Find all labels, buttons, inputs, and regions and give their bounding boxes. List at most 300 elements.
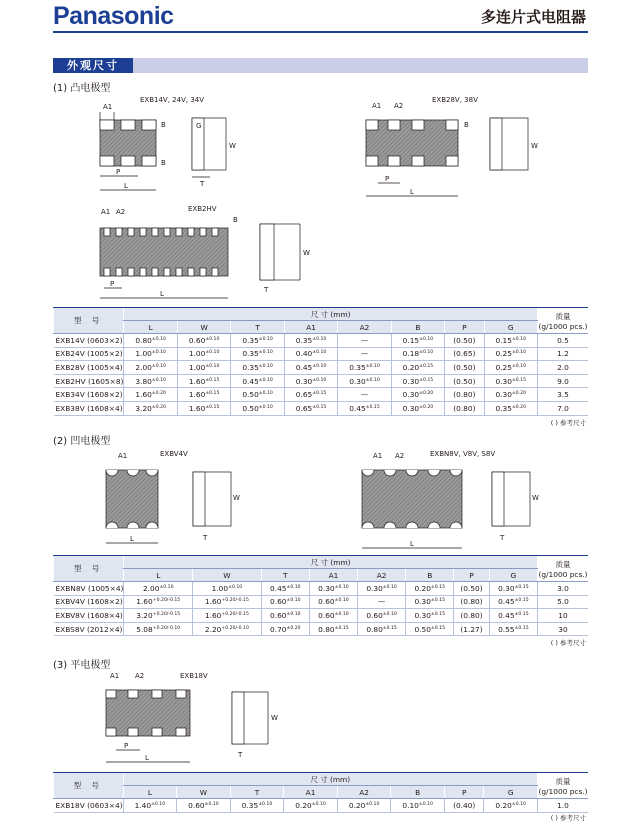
col-header: L <box>124 569 193 582</box>
dim-value: 1.60 <box>188 403 206 413</box>
dim-value: 0.65 <box>295 390 313 400</box>
col-header: W <box>193 569 262 582</box>
dim-cell <box>124 374 177 388</box>
dim-p: P <box>385 175 390 183</box>
dim-tolerance: ±0.10 <box>286 584 301 590</box>
dim-tolerance: ±0.15 <box>382 625 397 631</box>
dim-value: 0.40 <box>295 349 313 359</box>
col-header: L <box>123 786 177 799</box>
dim-a1: A1 <box>103 103 113 111</box>
dim-tolerance: ±0.15 <box>205 391 220 397</box>
col-header: G <box>484 786 538 799</box>
col-header: A1 <box>284 786 338 799</box>
dim-cell <box>391 361 444 375</box>
dimension-table-flat <box>53 772 588 813</box>
dim-tolerance: ±0.10 <box>228 584 243 590</box>
dim-tolerance: ±0.20 <box>151 404 166 410</box>
dim-b: B <box>161 159 166 167</box>
dim-tolerance: ±0.10 <box>204 801 219 807</box>
mass-cell: 0.5 <box>538 334 589 348</box>
dim-value: 0.20 <box>402 362 420 372</box>
model-cell: EXB38V (1608×4) <box>54 401 124 415</box>
dim-cell <box>124 582 193 596</box>
dim-cell <box>230 799 284 813</box>
dim-value: 0.30 <box>402 403 420 413</box>
dim-cell <box>261 595 309 609</box>
dim-tolerance: ±0.10 <box>205 363 220 369</box>
drawing-exbv4v <box>106 470 231 543</box>
dim-value: 0.60 <box>188 335 206 345</box>
dim-tolerance: ±0.10 <box>365 363 380 369</box>
dim-cell <box>284 334 337 348</box>
dim-value: 1.00 <box>211 583 229 593</box>
dim-value: 2.00 <box>135 362 152 372</box>
dim-tolerance: ±0.10 <box>205 350 220 356</box>
dim-g: G <box>196 122 202 130</box>
dim-value: 0.35 <box>495 403 512 413</box>
dim-value: 2.00 <box>142 583 160 593</box>
reference-note: ( ) 参考尺寸 <box>550 814 586 822</box>
dim-l: L <box>130 535 134 543</box>
dim-cell <box>338 388 391 402</box>
table-row <box>54 334 589 348</box>
dim-tolerance: ±0.10 <box>382 611 397 617</box>
dim-cell: (1.27) <box>454 622 489 636</box>
dim-cell: (0.65) <box>445 347 484 361</box>
dim-b: B <box>233 216 238 224</box>
table-row <box>54 595 589 609</box>
dim-tolerance: ±0.10 <box>258 363 273 369</box>
dim-tolerance: ±0.10 <box>365 377 380 383</box>
col-header: G <box>489 569 537 582</box>
dim-value: 1.60 <box>188 376 206 386</box>
model-cell: EXB14V (0603×2) <box>54 334 124 348</box>
dim-cell <box>391 347 444 361</box>
dim-a1: A1 <box>118 452 128 460</box>
drawing-exbn8v <box>362 470 530 548</box>
dim-tolerance: ±0.10 <box>151 801 166 807</box>
dim-tolerance: +0.20/-0.10 <box>221 625 249 631</box>
dim-tolerance: ±0.10 <box>311 801 326 807</box>
dim-b: B <box>464 121 469 129</box>
dim-cell <box>338 374 391 388</box>
col-model-header: 型 号 <box>54 773 124 799</box>
dim-cell <box>358 622 406 636</box>
dim-tolerance: ±0.10 <box>286 611 301 617</box>
dim-tolerance: ±0.10 <box>151 377 166 383</box>
dim-cell <box>406 582 454 596</box>
dim-cell: (0.80) <box>454 609 489 623</box>
drawing-exb28v <box>366 118 528 196</box>
dim-value: 0.35 <box>242 362 259 372</box>
mass-cell: 7.0 <box>538 401 589 415</box>
col-header: B <box>406 569 454 582</box>
dim-tolerance: ±0.20 <box>419 391 434 397</box>
mass-cell: 5.0 <box>538 595 589 609</box>
dim-tolerance: ±0.10 <box>258 391 273 397</box>
dim-value: 0.30 <box>402 376 420 386</box>
dim-l: L <box>160 290 164 298</box>
model-cell: EXBV8V (1608×4) <box>54 609 124 623</box>
dim-cell <box>484 334 537 348</box>
table-row <box>54 622 589 636</box>
dim-cell <box>406 609 454 623</box>
mass-cell: 1.2 <box>538 347 589 361</box>
mass-label: 质量 <box>555 311 571 321</box>
dim-value: 3.80 <box>135 376 152 386</box>
dim-tolerance: ±0.15 <box>334 625 349 631</box>
dim-value: 0.30 <box>295 376 313 386</box>
model-cell: EXB2HV (1605×8) <box>54 374 124 388</box>
dim-cell: (0.80) <box>454 595 489 609</box>
table-row <box>54 388 589 402</box>
dim-cell <box>484 799 538 813</box>
dim-cell <box>484 347 537 361</box>
model-cell: EXBV4V (1608×2) <box>54 595 124 609</box>
dim-tolerance: ±0.15 <box>430 625 445 631</box>
table-row <box>54 347 589 361</box>
col-model-header: 型 号 <box>54 556 124 582</box>
dim-tolerance: ±0.15 <box>514 598 529 604</box>
dim-tolerance: ±0.10 <box>151 350 166 356</box>
dim-cell <box>193 609 262 623</box>
dim-tolerance: ±0.15 <box>430 598 445 604</box>
dim-value: 0.45 <box>242 376 259 386</box>
col-dims-header: 尺 寸 (mm) <box>123 773 537 786</box>
dim-tolerance: ±0.10 <box>258 350 273 356</box>
dim-tolerance: ±0.10 <box>258 377 273 383</box>
dim-value: 0.30 <box>366 583 383 593</box>
subsection-convex: (1) 凸电极型 <box>53 83 111 94</box>
dim-tolerance: +0.20/-0.15 <box>221 598 249 604</box>
dim-cell <box>406 595 454 609</box>
col-header: P <box>444 786 483 799</box>
dim-w: W <box>271 714 278 722</box>
col-dims-header: 尺 寸 (mm) <box>124 556 538 569</box>
dim-value: 0.60 <box>188 800 205 810</box>
dim-cell <box>489 582 537 596</box>
dim-value: 0.30 <box>498 583 515 593</box>
dim-tolerance: ±0.20 <box>511 404 527 410</box>
dim-cell <box>124 388 177 402</box>
dim-cell <box>358 582 406 596</box>
dim-cell <box>406 622 454 636</box>
dim-cell <box>193 622 262 636</box>
dim-cell: (0.50) <box>445 334 484 348</box>
dim-cell <box>177 374 230 388</box>
dim-tolerance: ±0.15 <box>430 584 445 590</box>
dim-value: 0.45 <box>498 597 515 607</box>
dim-tolerance: ±0.15 <box>514 584 529 590</box>
dim-cell <box>284 347 337 361</box>
col-header: A1 <box>284 321 337 334</box>
part-label: EXBV4V <box>160 450 188 458</box>
dim-value: 0.35 <box>242 349 259 359</box>
dim-value: 5.08 <box>136 624 153 634</box>
dim-value: 0.15 <box>495 335 512 345</box>
col-header: A2 <box>358 569 406 582</box>
dim-value: 0.30 <box>318 583 335 593</box>
col-header: W <box>177 321 230 334</box>
part-label: EXB14V, 24V, 34V <box>140 96 205 104</box>
brand-logo: Panasonic <box>53 2 174 30</box>
dim-value: 0.60 <box>270 597 287 607</box>
dim-value: 3.20 <box>135 403 152 413</box>
dim-value: 0.10 <box>402 800 419 810</box>
dimension-table-convex <box>53 307 588 416</box>
dim-value: 0.35 <box>242 335 259 345</box>
table-row <box>54 609 589 623</box>
dim-a2: A2 <box>395 452 405 460</box>
part-label: EXB18V <box>180 672 208 680</box>
col-header: A2 <box>338 321 391 334</box>
dim-t: T <box>203 534 208 542</box>
dim-a1: A1 <box>373 452 383 460</box>
dim-value: 0.60 <box>366 610 383 620</box>
dim-tolerance: ±0.15 <box>514 611 529 617</box>
dim-value: 0.70 <box>270 624 287 634</box>
dim-a1: A1 <box>110 672 120 680</box>
model-cell: EXB28V (1005×4) <box>54 361 124 375</box>
dim-tolerance: ±0.10 <box>312 336 327 342</box>
dim-value: 0.20 <box>348 800 366 810</box>
dim-value: 0.65 <box>295 403 313 413</box>
dim-b: B <box>161 121 166 129</box>
dim-tolerance: ±0.20 <box>419 404 434 410</box>
dim-value: 0.30 <box>402 390 420 400</box>
dim-value: 1.00 <box>135 349 152 359</box>
dim-tolerance: ±0.10 <box>382 584 397 590</box>
dim-tolerance: ±0.15 <box>419 363 434 369</box>
model-cell: EXBS8V (2012×4) <box>54 622 124 636</box>
dim-value: 0.55 <box>498 624 515 634</box>
dim-tolerance: ±0.15 <box>365 404 380 410</box>
dim-tolerance: ±0.15 <box>312 391 327 397</box>
dim-tolerance: ±0.10 <box>511 350 527 356</box>
col-header: W <box>177 786 231 799</box>
dim-value: 0.35 <box>295 335 313 345</box>
dim-tolerance: ±0.10 <box>286 598 301 604</box>
dim-l: L <box>145 754 149 762</box>
mass-cell: 9.0 <box>538 374 589 388</box>
dim-cell: (0.50) <box>445 374 484 388</box>
table-row <box>54 374 589 388</box>
dim-tolerance: ±0.10 <box>334 598 349 604</box>
table-row <box>54 799 589 813</box>
dim-tolerance: ±0.20 <box>286 625 301 631</box>
col-mass-header <box>538 773 589 799</box>
dim-cell <box>489 622 537 636</box>
dim-cell <box>177 361 230 375</box>
dim-cell: (0.50) <box>445 361 484 375</box>
dim-value: 0.80 <box>135 335 152 345</box>
dim-a2: A2 <box>116 208 126 216</box>
dim-tolerance: ±0.15 <box>312 404 327 410</box>
dim-value: 0.60 <box>270 610 287 620</box>
dim-value: 0.50 <box>242 403 259 413</box>
dim-tolerance: ±0.10 <box>511 336 527 342</box>
dim-cell <box>284 388 337 402</box>
dim-value: 0.60 <box>318 597 335 607</box>
subsection-concave: (2) 凹电极型 <box>53 436 111 447</box>
col-header: A2 <box>337 786 391 799</box>
dim-value: 0.20 <box>414 583 431 593</box>
dim-w: W <box>532 494 539 502</box>
dim-p: P <box>110 280 115 288</box>
dim-cell <box>284 401 337 415</box>
model-cell: EXB34V (1608×2) <box>54 388 124 402</box>
dim-cell <box>124 609 193 623</box>
dim-a2: A2 <box>135 672 145 680</box>
dimension-table-concave <box>53 555 588 636</box>
reference-note: ( ) 参考尺寸 <box>550 639 586 647</box>
col-header: P <box>454 569 489 582</box>
dim-p: P <box>116 168 121 176</box>
dim-value: 0.30 <box>495 390 512 400</box>
dim-cell <box>309 582 357 596</box>
dim-cell <box>123 799 177 813</box>
dim-cell <box>177 388 230 402</box>
dim-value: — <box>377 597 386 607</box>
model-cell: EXB18V (0603×4) <box>54 799 124 813</box>
table-row <box>54 361 589 375</box>
dim-a2: A2 <box>394 102 404 110</box>
col-model-header: 型 号 <box>54 308 124 334</box>
dim-value: 0.30 <box>495 376 512 386</box>
dim-value: 0.18 <box>402 349 420 359</box>
dim-cell <box>338 361 391 375</box>
dim-cell <box>338 401 391 415</box>
mass-cell: 1.0 <box>538 799 589 813</box>
dim-cell <box>284 799 338 813</box>
dim-tolerance: ±0.15 <box>430 611 445 617</box>
dim-value: — <box>360 335 369 345</box>
mass-cell: 3.5 <box>538 388 589 402</box>
dim-tolerance: ±0.10 <box>419 350 434 356</box>
dim-value: 0.60 <box>318 610 335 620</box>
dim-w: W <box>303 249 310 257</box>
drawing-exb18v <box>106 690 268 762</box>
dim-t: T <box>200 180 205 188</box>
dim-value: — <box>360 390 369 400</box>
dim-cell <box>177 799 231 813</box>
dim-cell <box>358 609 406 623</box>
document-title: 多连片式电阻器 <box>480 8 586 26</box>
col-header: T <box>261 569 309 582</box>
dim-cell: (0.80) <box>445 401 484 415</box>
mass-cell: 10 <box>538 609 589 623</box>
dim-value: 0.80 <box>366 624 383 634</box>
dim-value: 3.20 <box>136 610 153 620</box>
dim-cell <box>124 401 177 415</box>
dim-tolerance: ±0.15 <box>511 377 527 383</box>
mass-label: 质量 <box>555 776 571 786</box>
dim-tolerance: ±0.10 <box>365 801 380 807</box>
dim-l: L <box>124 182 128 190</box>
dim-cell <box>193 582 262 596</box>
dim-tolerance: +0.20/-0.10 <box>152 625 181 631</box>
col-header: A1 <box>309 569 357 582</box>
col-header: T <box>230 786 284 799</box>
col-header: L <box>124 321 177 334</box>
dim-value: 0.50 <box>414 624 431 634</box>
dim-cell <box>124 622 193 636</box>
dim-tolerance: ±0.10 <box>334 584 349 590</box>
dim-cell <box>391 388 444 402</box>
col-header: P <box>445 321 484 334</box>
dim-value: 0.30 <box>414 610 431 620</box>
dim-value: 0.30 <box>349 376 366 386</box>
col-header: T <box>231 321 284 334</box>
table-row <box>54 582 589 596</box>
dim-cell <box>193 595 262 609</box>
dim-value: 0.30 <box>414 597 431 607</box>
dim-value: 0.15 <box>402 335 420 345</box>
dim-tolerance: ±0.10 <box>151 336 166 342</box>
dim-cell <box>391 799 445 813</box>
dim-value: 0.35 <box>349 362 366 372</box>
dim-value: 0.45 <box>295 362 313 372</box>
dim-cell <box>124 334 177 348</box>
dim-t: T <box>500 534 505 542</box>
mass-label: 质量 <box>555 559 571 569</box>
dim-tolerance: ±0.10 <box>205 336 220 342</box>
dim-tolerance: ±0.10 <box>511 363 527 369</box>
dim-l: L <box>410 540 414 548</box>
dim-value: 0.50 <box>242 390 259 400</box>
dim-cell <box>231 388 284 402</box>
dim-p: P <box>124 742 129 750</box>
section-title: 外观尺寸 <box>53 58 133 73</box>
dim-cell <box>231 401 284 415</box>
dim-cell <box>338 334 391 348</box>
model-cell: EXB24V (1005×2) <box>54 347 124 361</box>
dim-tolerance: +0.20/-0.15 <box>152 611 181 617</box>
dim-t: T <box>264 286 269 294</box>
col-mass-header <box>538 308 589 334</box>
dim-cell <box>489 609 537 623</box>
mass-cell: 3.0 <box>538 582 589 596</box>
dim-value: 1.60 <box>135 390 152 400</box>
dim-tolerance: ±0.10 <box>258 336 273 342</box>
dim-tolerance: ±0.15 <box>419 377 434 383</box>
dim-cell <box>177 401 230 415</box>
dim-w: W <box>229 142 236 150</box>
model-cell: EXBN8V (1005×4) <box>54 582 124 596</box>
dim-tolerance: +0.20/-0.15 <box>221 611 249 617</box>
dim-value: 0.45 <box>349 403 366 413</box>
dim-cell <box>337 799 391 813</box>
dim-t: T <box>238 751 243 759</box>
dim-value: 2.20 <box>204 624 222 634</box>
dim-value: 1.60 <box>204 610 222 620</box>
dim-tolerance: ±0.10 <box>334 611 349 617</box>
dim-l: L <box>410 188 414 196</box>
col-header: B <box>391 321 444 334</box>
col-mass-header <box>538 556 589 582</box>
dim-a1: A1 <box>372 102 382 110</box>
dim-cell <box>261 622 309 636</box>
subsection-flat: (3) 平电极型 <box>53 660 111 671</box>
dim-tolerance: ±0.10 <box>312 363 327 369</box>
dim-tolerance: ±0.10 <box>418 801 433 807</box>
dim-cell <box>484 374 537 388</box>
dim-value: — <box>360 349 369 359</box>
dim-tolerance: ±0.10 <box>151 363 166 369</box>
dim-cell: (0.80) <box>445 388 484 402</box>
dim-tolerance: ±0.10 <box>159 584 174 590</box>
dim-tolerance: ±0.20 <box>151 391 166 397</box>
